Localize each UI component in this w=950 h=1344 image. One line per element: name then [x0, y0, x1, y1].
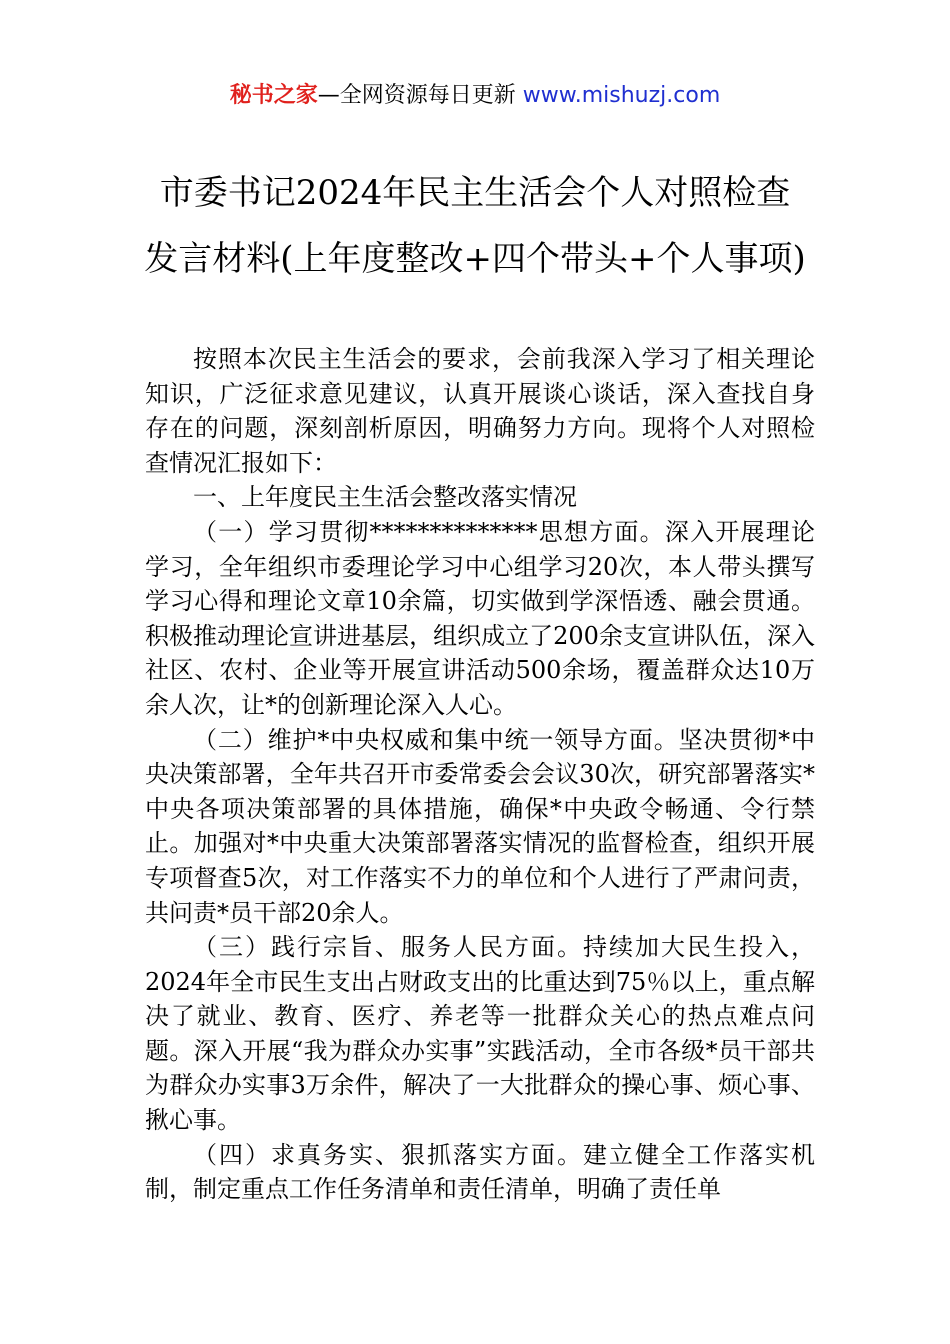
paragraph-item-2: （二）维护*中央权威和集中统一领导方面。坚决贯彻*中央决策部署，全年共召开市委常委会会议30次，研究部署落实*中央各项决策部署的具体措施，确保*中央政令畅通、令行禁止。加强对*中央重大决策部署落实情况的监督检查，组织开展专项督查5次，对工作落实不力的单位和个人进行了严肃问责，共问责*员干部20余人。: [145, 725, 815, 927]
paragraph-item-4: （四）求真务实、狠抓落实方面。建立健全工作落实机制，制定重点工作任务清单和责任清单，明确了责任单: [145, 1140, 815, 1204]
title-line-1: 市委书记2024年民主生活会个人对照检查: [159, 173, 791, 213]
paragraph-intro: 按照本次民主生活会的要求，会前我深入学习了相关理论知识，广泛征求意见建议，认真开展谈心谈话，深入查找自身存在的问题，深刻剖析原因，明确努力方向。现将个人对照检查情况汇报如下：: [145, 345, 815, 477]
site-slogan: —全网资源每日更新: [317, 83, 523, 108]
paragraph-item-3: （三）践行宗旨、服务人民方面。持续加大民生投入，2024年全市民生支出占财政支出的比重达到75％以上，重点解决了就业、教育、医疗、养老等一批群众关心的热点难点问题。深入开展“我为群众办实事”实践活动，全市各级*员干部共为群众办实事3万余件，解决了一大批群众的操心事、烦心事、揪心事。: [145, 933, 815, 1135]
title-line-2: 发言材料(上年度整改+四个带头+个人事项): [144, 239, 806, 279]
section-heading-1: 一、上年度民主生活会整改落实情况: [193, 483, 577, 512]
paragraph-item-1: （一）学习贯彻**************思想方面。深入开展理论学习，全年组织市委理论学习中心组学习20次，本人带头撰写学习心得和理论文章10余篇，切实做到学深悟透、融会贯通。积极推动理论宣讲进基层，组织成立了200余支宣讲队伍，深入社区、农村、企业等开展宣讲活动500余场，覆盖群众达10万余人次，让*的创新理论深入人心。: [145, 517, 815, 719]
site-brand: 秘书之家: [229, 83, 318, 108]
document-title: [100, 160, 850, 292]
document-body: [145, 342, 815, 1207]
site-header: [0, 80, 950, 112]
site-url[interactable]: www.mishuzj.com: [522, 83, 721, 108]
